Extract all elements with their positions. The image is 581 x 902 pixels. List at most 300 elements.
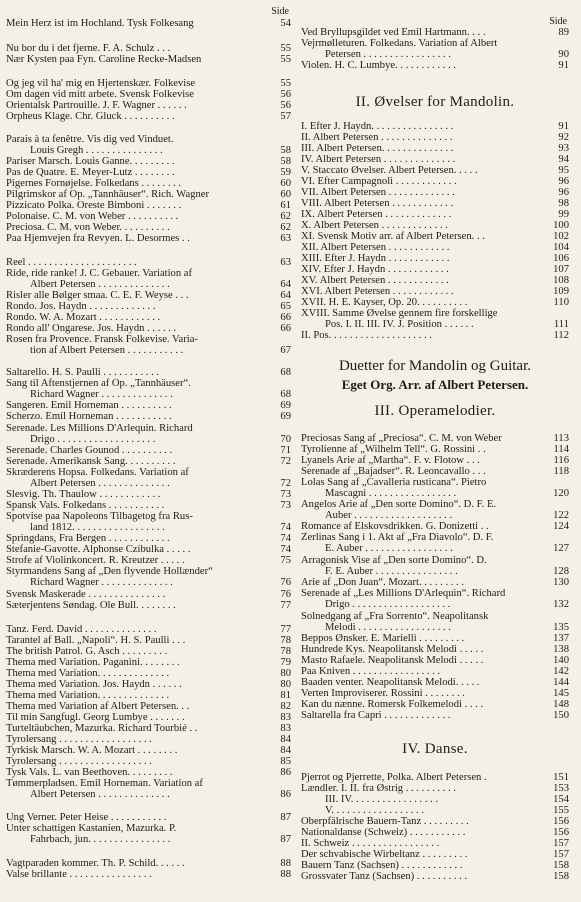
index-entry-title: Sangeren. Emil Horneman . . . . . . . . . .	[6, 400, 172, 411]
index-entry-title: Thema med Variation. Paganini. . . . . . . .	[6, 657, 180, 668]
index-entry	[6, 790, 291, 801]
index-entry	[6, 713, 291, 724]
opera-entry-title: Preciosas Sang af „Preciosa“. C. M. von Weber	[301, 433, 502, 444]
danse-entry	[301, 795, 569, 806]
opera-entry-title: Mascagni . . . . . . . . . . . . . . . . .	[325, 488, 457, 499]
side-label: Side	[271, 6, 289, 17]
index-entry	[6, 424, 291, 435]
opera-entry-title: Beppos Ønsker. E. Marielli . . . . . . . . .	[301, 633, 465, 644]
index-entry-title: Til min Sangfugl. Georg Lumbye . . . . . . .	[6, 712, 185, 723]
index-entry	[6, 601, 291, 612]
opera-entry-title: Tyrolienne af „Wilhelm Tell“. G. Rossini . .	[301, 444, 486, 455]
opera-entry	[301, 567, 569, 578]
index-entry-page: 80	[280, 668, 291, 679]
opera-entry-title: Saltarella fra Capri . . . . . . . . . . . . .	[301, 710, 451, 721]
mandolin-entry	[301, 276, 569, 287]
index-entry-title: Tyrolersang . . . . . . . . . . . . . . . . . .	[6, 756, 152, 767]
mandolin-entry-title: IV. Albert Petersen . . . . . . . . . . . . . .	[301, 154, 456, 165]
index-entry-page: 58	[280, 145, 291, 156]
index-entry	[6, 190, 291, 201]
index-entry-page: 72	[280, 456, 291, 467]
mandolin-entry-title: II. Pos. . . . . . . . . . . . . . . . . . . .	[301, 330, 432, 341]
index-entry-title: Nær Kysten paa Fyn. Caroline Recke-Madsen	[6, 54, 202, 65]
opera-entry	[301, 489, 569, 500]
index-entry	[301, 39, 569, 50]
index-entry-page: 63	[280, 233, 291, 244]
mandolin-entry-page: 104	[553, 242, 569, 253]
opera-entry-page: 116	[553, 455, 569, 466]
index-entry-page: 67	[280, 345, 291, 356]
opera-entry	[301, 645, 569, 656]
index-entry-page: 55	[280, 54, 291, 65]
danse-entry-page: 154	[553, 794, 569, 805]
index-entry	[6, 567, 291, 578]
mandolin-entry-title: XVI. Albert Petersen . . . . . . . . . . . .	[301, 286, 454, 297]
danse-entry-title: Grossvater Tanz (Sachsen) . . . . . . . . . .	[301, 871, 468, 882]
opera-entry-page: 148	[553, 699, 569, 710]
index-entry-title: tion af Albert Petersen . . . . . . . . . . .	[30, 345, 184, 356]
index-entry-page: 69	[280, 411, 291, 422]
opera-entry-title: Masto Rafaele. Neapolitansk Melodi . . . . .	[301, 655, 484, 666]
opera-entry	[301, 656, 569, 667]
mandolin-entry-page: 110	[553, 297, 569, 308]
index-entry	[6, 401, 291, 412]
danse-entry	[301, 806, 569, 817]
mandolin-entry	[301, 155, 569, 166]
index-entry-page: 77	[280, 600, 291, 611]
index-entry-page: 89	[558, 27, 569, 38]
index-entry	[6, 545, 291, 556]
index-entry	[6, 647, 291, 658]
opera-entry	[301, 434, 569, 445]
opera-entry	[301, 600, 569, 611]
index-entry-title: Styrmandens Sang af „Den flyvende Hollænder“	[6, 566, 213, 577]
mandolin-entry-page: 96	[558, 176, 569, 187]
index-entry	[6, 346, 291, 357]
index-entry-title: Tømmerpladsen. Emil Horneman. Variation af	[6, 778, 203, 789]
index-entry	[6, 702, 291, 713]
opera-entry-title: Zerlinas Sang i 1. Akt af „Fra Diavolo“. D. F.	[301, 532, 494, 543]
mandolin-entry-page: 108	[553, 275, 569, 286]
danse-entry-page: 156	[553, 827, 569, 838]
index-entry	[6, 501, 291, 512]
index-entry-title: Pizzicato Polka. Oreste Bimboni . . . . . . .	[6, 200, 182, 211]
opera-entry	[301, 634, 569, 645]
index-entry-title: Stefanie-Gavotte. Alphonse Czibulka . . . . .	[6, 544, 191, 555]
index-entry-page: 75	[280, 555, 291, 566]
index-entry-page: 83	[280, 723, 291, 734]
danse-entry	[301, 817, 569, 828]
mandolin-entry-title: XII. Albert Petersen . . . . . . . . . . . .	[301, 242, 450, 253]
index-entry	[6, 691, 291, 702]
mandolin-entry-page: 111	[553, 319, 569, 330]
mandolin-entry	[301, 177, 569, 188]
mandolin-entry	[301, 232, 569, 243]
index-entry-title: Parais à ta fenêtre. Vis dig ved Vinduet.	[6, 134, 174, 145]
index-entry-title: Om dagen vid mitt arbete. Svensk Folkevise	[6, 89, 195, 100]
mandolin-entry-title: VI. Efter Campagnoli . . . . . . . . . . . .	[301, 176, 457, 187]
index-entry-title: Risler alle Bølger smaa. C. E. F. Weyse . . .	[6, 290, 189, 301]
mandolin-entry-title: XV. Albert Petersen . . . . . . . . . . . .	[301, 275, 449, 286]
index-entry-title: Richard Wagner . . . . . . . . . . . . . .	[30, 577, 173, 588]
opera-entry	[301, 478, 569, 489]
opera-entry-page: 132	[553, 599, 569, 610]
opera-entry	[301, 612, 569, 623]
index-entry-title: Serenade. Les Millions D'Arlequin. Richard	[6, 423, 193, 434]
index-entry	[6, 457, 291, 468]
index-entry-page: 81	[280, 690, 291, 701]
index-entry-page: 66	[280, 312, 291, 323]
opera-entry	[301, 467, 569, 478]
index-entry-title: Og jeg vil ha' mig en Hjertenskær. Folkevise	[6, 78, 196, 89]
opera-entry-page: 135	[553, 622, 569, 633]
index-entry-title: Reel . . . . . . . . . . . . . . . . . . . . .	[6, 257, 137, 268]
opera-entry-title: Drigo . . . . . . . . . . . . . . . . . . .	[325, 599, 451, 610]
index-entry-page: 82	[280, 701, 291, 712]
index-entry	[6, 302, 291, 313]
index-entry-page: 56	[280, 89, 291, 100]
opera-entry	[301, 711, 569, 722]
index-entry-title: Polonaise. C. M. von Weber . . . . . . . . . .	[6, 211, 179, 222]
index-entry-title: Ved Bryllupsgildet ved Emil Hartmann. . . .	[301, 27, 486, 38]
danse-entry	[301, 839, 569, 850]
opera-entry	[301, 456, 569, 467]
index-entry	[6, 223, 291, 234]
danse-entry-page: 157	[553, 849, 569, 860]
index-entry-title: Fahrbach, jun. . . . . . . . . . . . . . . .	[30, 834, 171, 845]
index-entry	[6, 324, 291, 335]
index-entry-title: Skræderens Hopsa. Folkedans. Variation af	[6, 467, 189, 478]
index-entry	[6, 490, 291, 501]
index-entry-page: 78	[280, 646, 291, 657]
opera-entry	[301, 500, 569, 511]
index-entry	[6, 44, 291, 55]
index-entry-page: 69	[280, 400, 291, 411]
opera-entry-title: Hundrede Kys. Neapolitansk Melodi . . . . .	[301, 644, 484, 655]
index-entry	[6, 556, 291, 567]
index-entry-page: 58	[280, 156, 291, 167]
danse-entry-page: 158	[553, 860, 569, 871]
index-entry	[6, 157, 291, 168]
opera-entry	[301, 522, 569, 533]
danse-entry-title: V. . . . . . . . . . . . . . . . . .	[325, 805, 424, 816]
index-entry	[6, 234, 291, 245]
index-entry	[6, 19, 291, 30]
index-entry-title: Thema med Variation af Albert Petersen. . .	[6, 701, 190, 712]
index-entry-title: Pigernes Fornøjelse. Folkedans . . . . . . . .	[6, 178, 182, 189]
index-entry	[6, 212, 291, 223]
index-entry	[6, 625, 291, 636]
mandolin-entry-page: 95	[558, 165, 569, 176]
section-heading-mandolin: II. Øvelser for Mandolin.	[355, 94, 515, 110]
index-entry-title: Louis Gregh . . . . . . . . . . . . . . .	[30, 145, 163, 156]
index-entry	[6, 768, 291, 779]
index-entry	[6, 146, 291, 157]
opera-entry	[301, 533, 569, 544]
index-entry	[6, 446, 291, 457]
opera-entry-title: Solnedgang af „Fra Sorrento“. Neapolitansk	[301, 611, 489, 622]
opera-entry	[301, 445, 569, 456]
danse-entry	[301, 861, 569, 872]
index-entry-title: Paa Hjemvejen fra Revyen. L. Desormes . .	[6, 233, 190, 244]
index-entry	[6, 258, 291, 269]
index-entry	[6, 112, 291, 123]
opera-entry	[301, 667, 569, 678]
opera-entry-page: 127	[553, 543, 569, 554]
index-entry	[6, 135, 291, 146]
index-entry	[6, 870, 291, 881]
index-entry-title: Serenade. Amerikansk Sang. . . . . . . . . .	[6, 456, 176, 467]
index-entry-title: Spansk Vals. Folkedans . . . . . . . . . . .	[6, 500, 165, 511]
index-entry	[301, 50, 569, 61]
index-entry	[6, 379, 291, 390]
opera-entry-title: Paa Kniven . . . . . . . . . . . . . . . . .	[301, 666, 441, 677]
mandolin-entry	[301, 243, 569, 254]
index-entry-title: Spotvise paa Napoleons Tilbagetog fra Rus-	[6, 511, 193, 522]
mandolin-entry-title: XVIII. Samme Øvelse gennem fire forskellige	[301, 308, 498, 319]
index-entry-title: Vejrmølleturen. Folkedans. Variation af Albert	[301, 38, 498, 49]
index-entry-title: Drigo . . . . . . . . . . . . . . . . . . .	[30, 434, 156, 445]
duetter-title: Duetter for Mandolin og Guitar.	[338, 358, 532, 374]
mandolin-entry	[301, 144, 569, 155]
opera-entry-title: Serenade af „Les Millions D'Arlequin“. Richard	[301, 588, 506, 599]
index-entry-title: Tanz. Ferd. David . . . . . . . . . . . . . .	[6, 624, 157, 635]
index-entry	[6, 90, 291, 101]
mandolin-entry-page: 93	[558, 143, 569, 154]
index-entry-title: Tyrolersang . . . . . . . . . . . . . . . . . .	[6, 734, 152, 745]
danse-entry	[301, 784, 569, 795]
index-entry	[6, 280, 291, 291]
index-entry-page: 80	[280, 679, 291, 690]
opera-entry-page: 140	[553, 655, 569, 666]
index-entry	[6, 534, 291, 545]
opera-entry-page: 150	[553, 710, 569, 721]
index-entry-title: Thema med Variation. . . . . . . . . . . . . .	[6, 668, 170, 679]
opera-entry	[301, 544, 569, 555]
index-entry	[6, 101, 291, 112]
danse-entry-page: 153	[553, 783, 569, 794]
mandolin-entry	[301, 166, 569, 177]
index-entry-title: Thema med Variation. . . . . . . . . . . . . .	[6, 690, 170, 701]
index-entry-title: Slesvig. Th. Thaulow . . . . . . . . . . . .	[6, 489, 161, 500]
opera-entry-page: 144	[553, 677, 569, 688]
index-entry-page: 60	[280, 178, 291, 189]
danse-entry	[301, 872, 569, 883]
opera-entry	[301, 556, 569, 567]
mandolin-entry-page: 91	[558, 121, 569, 132]
index-entry-page: 62	[280, 222, 291, 233]
mandolin-entry	[301, 309, 569, 320]
index-entry-title: Albert Petersen . . . . . . . . . . . . . .	[30, 279, 170, 290]
danse-entry-page: 156	[553, 816, 569, 827]
index-entry	[6, 179, 291, 190]
opera-entry	[301, 700, 569, 711]
index-entry-title: Orientalsk Partrouille. J. F. Wagner . . . . . .	[6, 100, 187, 111]
mandolin-entry-page: 100	[553, 220, 569, 231]
index-entry-page: 87	[280, 834, 291, 845]
index-entry	[6, 658, 291, 669]
index-entry-title: Pas de Quatre. E. Meyer-Lutz . . . . . . . .	[6, 167, 175, 178]
opera-entry-page: 118	[553, 466, 569, 477]
mandolin-entry-page: 94	[558, 154, 569, 165]
index-entry-title: Orpheus Klage. Chr. Gluck . . . . . . . . . .	[6, 111, 175, 122]
index-entry	[6, 201, 291, 212]
index-entry-title: Svensk Maskerade . . . . . . . . . . . . . . .	[6, 589, 166, 600]
index-entry-page: 86	[280, 767, 291, 778]
index-entry-title: Ung Verner. Peter Heise . . . . . . . . . . .	[6, 812, 167, 823]
mandolin-entry-title: III. Albert Petersen. . . . . . . . . . . . . .	[301, 143, 454, 154]
index-entry	[6, 779, 291, 790]
index-entry	[6, 724, 291, 735]
index-entry	[6, 468, 291, 479]
index-entry	[6, 79, 291, 90]
index-entry-title: Preciosa. C. M. von Weber. . . . . . . . . .	[6, 222, 170, 233]
index-entry-page: 74	[280, 533, 291, 544]
mandolin-entry-title: II. Albert Petersen . . . . . . . . . . . . . .	[301, 132, 453, 143]
mandolin-entry-page: 92	[558, 132, 569, 143]
mandolin-entry	[301, 320, 569, 331]
opera-entry	[301, 511, 569, 522]
opera-entry-page: 142	[553, 666, 569, 677]
index-entry	[6, 813, 291, 824]
mandolin-entry-title: I. Efter J. Haydn. . . . . . . . . . . . . . . .	[301, 121, 454, 132]
index-entry-page: 68	[280, 389, 291, 400]
index-entry	[6, 578, 291, 589]
mandolin-entry-page: 96	[558, 187, 569, 198]
opera-entry-title: Arie af „Don Juan“. Mozart. . . . . . . . .	[301, 577, 464, 588]
opera-entry-title: Romance af Elskovsdrikken. G. Donizetti . .	[301, 521, 489, 532]
index-entry-page: 79	[280, 657, 291, 668]
index-entry	[301, 28, 569, 39]
index-entry	[6, 313, 291, 324]
index-entry-page: 68	[280, 367, 291, 378]
index-entry-page: 74	[280, 544, 291, 555]
index-entry-title: Tysk Vals. L. van Beethoven. . . . . . . . .	[6, 767, 173, 778]
index-entry-title: Violen. H. C. Lumbye. . . . . . . . . . . .	[301, 60, 457, 71]
index-entry-title: Ride, ride ranke! J. C. Gebauer. Variation af	[6, 268, 193, 279]
index-entry	[6, 390, 291, 401]
index-entry	[6, 835, 291, 846]
index-entry-title: Pariser Marsch. Louis Ganne. . . . . . . . .	[6, 156, 175, 167]
mandolin-entry	[301, 210, 569, 221]
opera-entry-title: Lolas Sang af „Cavalleria rusticana“. Pietro	[301, 477, 487, 488]
danse-entry-title: III. IV. . . . . . . . . . . . . . . . .	[325, 794, 439, 805]
index-entry-title: Springdans, Fra Bergen . . . . . . . . . . . .	[6, 533, 170, 544]
index-entry-page: 85	[280, 756, 291, 767]
index-entry-page: 55	[280, 78, 291, 89]
opera-entry	[301, 623, 569, 634]
danse-entry-title: Nationaldanse (Schweiz) . . . . . . . . . . .	[301, 827, 466, 838]
mandolin-entry-title: Pos. I. II. III. IV. J. Position . . . . . .	[325, 319, 474, 330]
index-entry-page: 88	[280, 858, 291, 869]
index-entry-page: 59	[280, 167, 291, 178]
index-entry	[6, 824, 291, 835]
index-entry-page: 66	[280, 323, 291, 334]
right-column	[301, 0, 569, 902]
index-entry	[6, 512, 291, 523]
index-entry	[6, 680, 291, 691]
danse-entry-page: 157	[553, 838, 569, 849]
duetter-subtitle: Eget Org. Arr. af Albert Petersen.	[341, 377, 529, 392]
index-entry-title: Mein Herz ist im Hochland. Tysk Folkesang	[6, 18, 194, 29]
danse-entry-title: Bauern Tanz (Sachsen) . . . . . . . . . . . .	[301, 860, 463, 871]
index-entry-title: land 1812. . . . . . . . . . . . . . . . . .	[30, 522, 165, 533]
index-entry-page: 61	[280, 200, 291, 211]
index-entry-page: 72	[280, 478, 291, 489]
index-entry-title: Albert Petersen . . . . . . . . . . . . . .	[30, 478, 170, 489]
index-entry-page: 90	[558, 49, 569, 60]
index-entry	[6, 412, 291, 423]
opera-entry	[301, 589, 569, 600]
mandolin-entry-title: XIII. Efter J. Haydn . . . . . . . . . . . .	[301, 253, 450, 264]
index-entry	[6, 746, 291, 757]
opera-entry-page: 130	[553, 577, 569, 588]
danse-entry-page: 155	[553, 805, 569, 816]
opera-entry-title: F. E. Auber . . . . . . . . . . . . . . . .	[325, 566, 458, 577]
index-entry-title: Saltarello. H. S. Paulli . . . . . . . . . . .	[6, 367, 160, 378]
index-entry	[6, 291, 291, 302]
index-entry-title: Sæterjentens Søndag. Ole Bull. . . . . . . .	[6, 600, 176, 611]
index-entry	[6, 269, 291, 280]
index-entry-title: Nu bor du i det fjerne. F. A. Schulz . . .	[6, 43, 171, 54]
opera-entry	[301, 678, 569, 689]
index-entry	[6, 757, 291, 768]
opera-entry-title: Arragonisk Vise af „Den sorte Domino“. D.	[301, 555, 487, 566]
index-entry-title: Rosen fra Provence. Fransk Folkevise. Varia-	[6, 334, 198, 345]
danse-entry-page: 158	[553, 871, 569, 882]
index-entry-page: 91	[558, 60, 569, 71]
index-entry	[6, 523, 291, 534]
mandolin-entry	[301, 122, 569, 133]
index-entry-title: Tyrkisk Marsch. W. A. Mozart . . . . . . . .	[6, 745, 178, 756]
index-entry-page: 55	[280, 43, 291, 54]
index-entry-page: 63	[280, 257, 291, 268]
mandolin-entry-title: IX. Albert Petersen . . . . . . . . . . . . .	[301, 209, 452, 220]
opera-entry-title: Melodi . . . . . . . . . . . . . . . . . .	[325, 622, 451, 633]
index-entry-page: 76	[280, 577, 291, 588]
index-entry-title: Albert Petersen . . . . . . . . . . . . . .	[30, 789, 170, 800]
side-label-right: Side	[549, 16, 567, 27]
index-entry-title: Valse brillante . . . . . . . . . . . . . . . .	[6, 869, 152, 880]
opera-entry-title: Angelos Arie af „Den sorte Domino“. D. F. E.	[301, 499, 497, 510]
mandolin-entry	[301, 254, 569, 265]
index-entry-page: 60	[280, 189, 291, 200]
index-entry-page: 73	[280, 489, 291, 500]
index-entry	[6, 335, 291, 346]
opera-entry-page: 138	[553, 644, 569, 655]
opera-entry-title: E. Auber . . . . . . . . . . . . . . . . .	[325, 543, 453, 554]
index-entry	[301, 61, 569, 72]
index-entry-page: 54	[280, 18, 291, 29]
index-entry	[6, 859, 291, 870]
mandolin-entry	[301, 188, 569, 199]
index-entry	[6, 168, 291, 179]
index-entry-title: Turteltäubchen, Mazurka. Richard Tourbié . .	[6, 723, 198, 734]
index-entry-page: 65	[280, 301, 291, 312]
danse-entry-title: Der schvabische Wirbeltanz . . . . . . . . .	[301, 849, 468, 860]
index-entry-title: Pilgrimskor af Op. „Tannhäuser“. Rich. Wagner	[6, 189, 209, 200]
index-entry-page: 77	[280, 624, 291, 635]
index-entry	[6, 479, 291, 490]
opera-entry-title: Serenade af „Bajadser“. R. Leoncavallo . . .	[301, 466, 486, 477]
index-entry-page: 56	[280, 100, 291, 111]
index-entry-page: 57	[280, 111, 291, 122]
index-entry-title: Unter schattigen Kastanien, Mazurka. P.	[6, 823, 177, 834]
mandolin-entry-page: 112	[553, 330, 569, 341]
opera-entry-title: Auber . . . . . . . . . . . . . . . . . . .	[325, 510, 453, 521]
opera-entry-page: 113	[553, 433, 569, 444]
mandolin-entry	[301, 221, 569, 232]
